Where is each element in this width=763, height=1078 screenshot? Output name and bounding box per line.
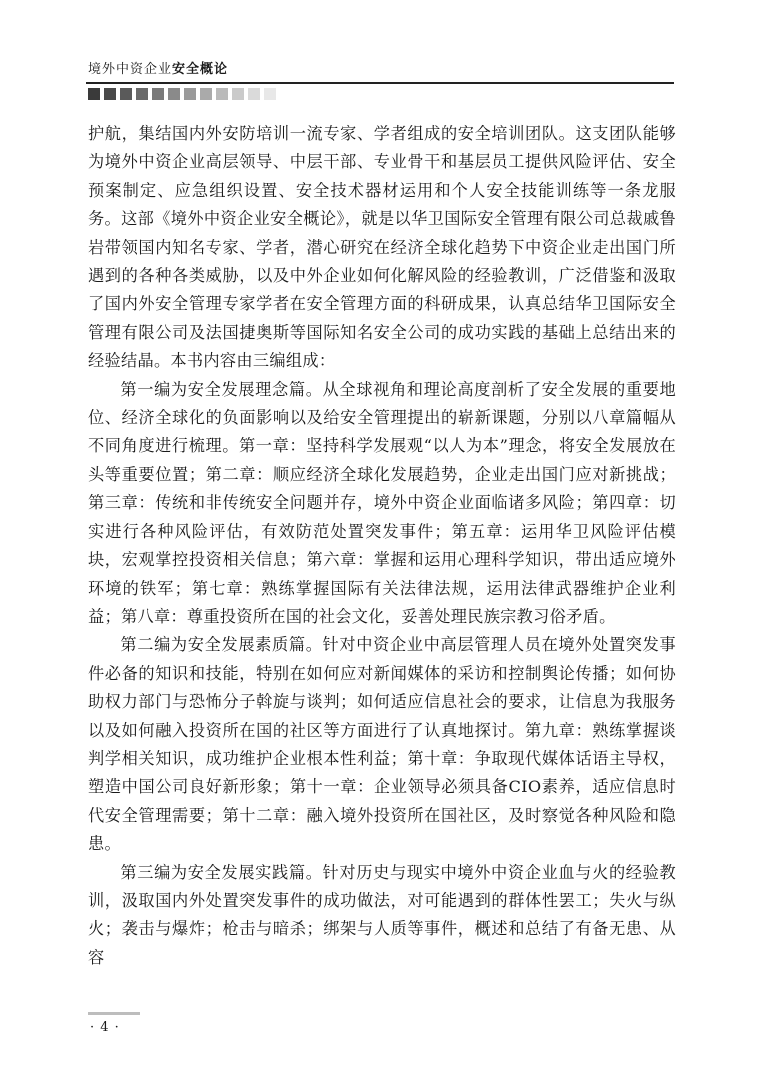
header-square [168,88,180,100]
header-square [136,88,148,100]
header-square [216,88,228,100]
header-square [248,88,260,100]
header-square [200,88,212,100]
paragraph: 护航，集结国内外安防培训一流专家、学者组成的安全培训团队。这支团队能够为境外中资企业高层领导、中层干部、专业骨干和基层员工提供风险评估、安全预案制定、应急组织设置、安全技术器材运用和个人安全技能训练等一条龙服务。这部《境外中资企业安全概论》，就是以华卫国际安全管理有限公司总裁戚鲁岩带领国内知名专家、学者，潜心研究在经济全球化趋势下中资企业走出国门所遇到的各种各类威胁，以及中外企业如何化解风险的经验教训，广泛借鉴和汲取了国内外安全管理专家学者在安全管理方面的科研成果，认真总结华卫国际安全管理有限公司及法国捷奥斯等国际知名安全公司的成功实践的基础上总结出来的经验结晶。本书内容由三编组成： [88,124,676,371]
header-square [184,88,196,100]
header-square [152,88,164,100]
running-header-book-title: 境外中资企业 [88,62,173,77]
running-header [88,62,228,78]
paragraph: 第二编为安全发展素质篇。针对中资企业中高层管理人员在境外处置突发事件必备的知识和技能，特别在如何应对新闻媒体的采访和控制舆论传播；如何协助权力部门与恐怖分子斡旋与谈判；如何适应信息社会的要求，让信息为我服务以及如何融入投资所在国的社区等方面进行了认真地探讨。第九章：熟练掌握谈判学相关知识，成功维护企业根本性利益；第十章：争取现代媒体话语主导权，塑造中国公司良好新形象；第十一章：企业领导必须具备CIO素养，适应信息时代安全管理需要；第十二章：融入境外投资所在国社区，及时察觉各种风险和隐患。 [88,635,676,854]
footer-rule [88,1012,140,1015]
header-square [120,88,132,100]
running-header-book-title-bold: 安全概论 [172,62,229,77]
header-square [232,88,244,100]
header-rule [86,82,674,84]
body-text [88,120,676,972]
paragraph: 第一编为安全发展理念篇。从全球视角和理论高度剖析了安全发展的重要地位、经济全球化的负面影响以及给安全管理提出的崭新课题，分别以八章篇幅从不同角度进行梳理。第一章：坚持科学发展观“以人为本”理念，将安全发展放在头等重要位置；第二章：顺应经济全球化发展趋势，企业走出国门应对新挑战；第三章：传统和非传统安全问题并存，境外中资企业面临诸多风险；第四章：切实进行各种风险评估，有效防范处置突发事件；第五章：运用华卫风险评估模块，宏观掌控投资相关信息；第六章：掌握和运用心理科学知识，带出适应境外环境的铁军；第七章：熟练掌握国际有关法律法规，运用法律武器维护企业利益；第八章：尊重投资所在国的社会文化，妥善处理民族宗教习俗矛盾。 [88,379,676,626]
header-square [104,88,116,100]
header-square [88,88,100,100]
header-square [264,88,276,100]
page-number: · 4 · [90,1020,120,1035]
paragraph: 第三编为安全发展实践篇。针对历史与现实中境外中资企业血与火的经验教训，汲取国内外处置突发事件的成功做法，对可能遇到的群体性罢工；失火与纵火；袭击与爆炸；枪击与暗杀；绑架与人质等事件，概述和总结了有备无患、从容 [88,862,676,967]
header-decorative-squares [88,88,276,100]
